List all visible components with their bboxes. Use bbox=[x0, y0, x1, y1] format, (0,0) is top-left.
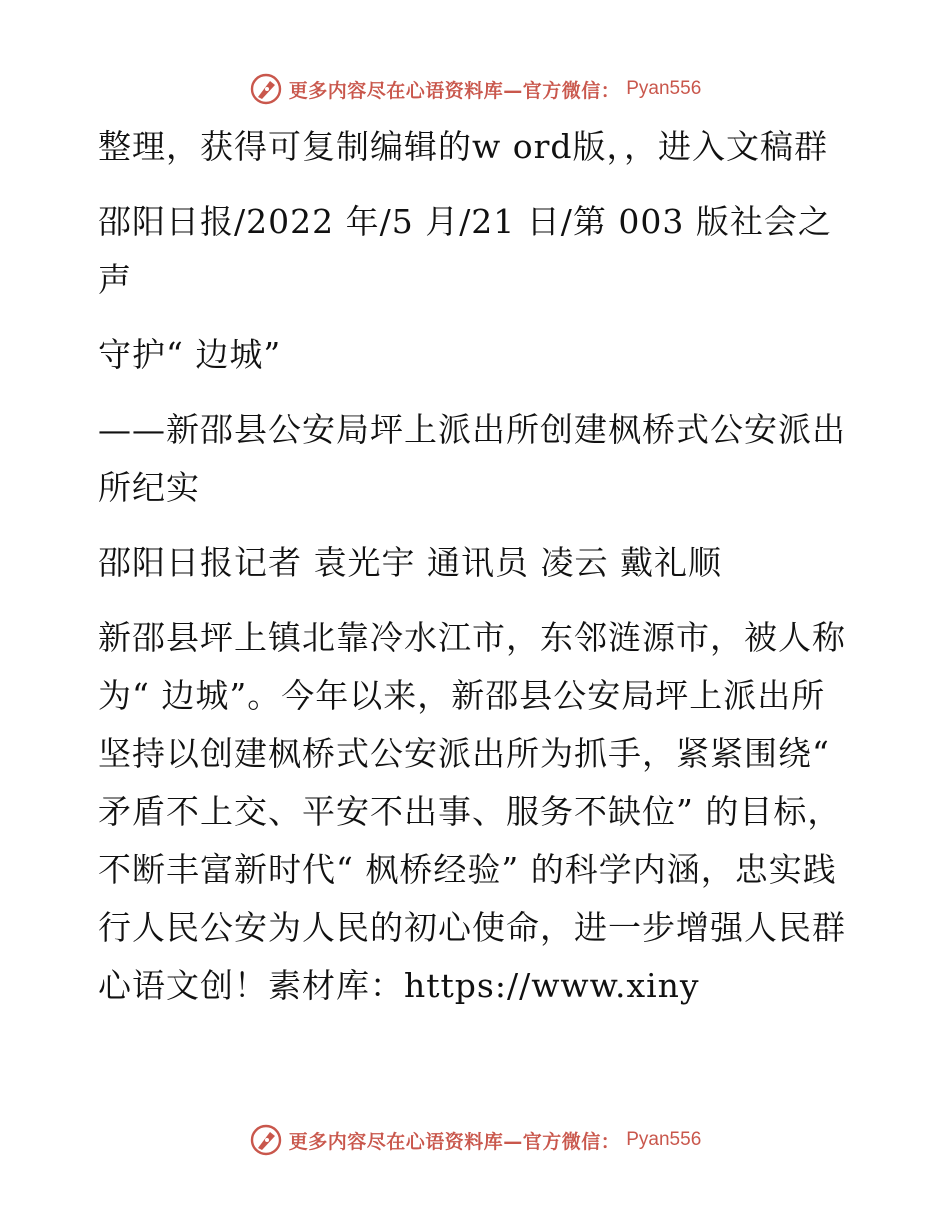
byline: 邵阳日报记者 袁光宇 通讯员 凌云 戴礼顺 bbox=[98, 543, 722, 582]
document-body bbox=[98, 118, 850, 1015]
watermark-text: 更多内容尽在心语资料库—官方微信： bbox=[288, 1130, 621, 1153]
body-paragraph: 新邵县坪上镇北靠冷水江市，东邻涟源市，被人称为“ 边城”。今年以来，新邵县公安局坪上派出所坚持以创建枫桥式公安派出所为抓手，紧紧围绕“ 矛盾不上交、平安不出事、服务不缺位” 的目标，不断丰富新时代“ 枫桥经验” 的科学内涵，忠实践行人民公安为人民的初心使命，进一步增强人民群心语文创！素材库：https://www.xiny bbox=[98, 618, 846, 1005]
intro-paragraph: 整理，获得可复制编辑的w ord版，，进入文稿群 bbox=[98, 127, 829, 166]
pen-nib-logo-icon bbox=[249, 1123, 283, 1157]
source-line: 邵阳日报/2022 年/5 月/21 日/第 003 版社会之声 bbox=[98, 202, 832, 299]
wechat-id: Pyan556 bbox=[626, 78, 702, 99]
article-subtitle: ——新邵县公安局坪上派出所创建枫桥式公安派出所纪实 bbox=[98, 410, 846, 507]
wechat-id: Pyan556 bbox=[626, 1129, 702, 1150]
header-watermark bbox=[0, 72, 950, 106]
watermark-text: 更多内容尽在心语资料库—官方微信： bbox=[288, 79, 621, 102]
pen-nib-logo-icon bbox=[249, 72, 283, 106]
article-title: 守护“ 边城” bbox=[98, 335, 282, 374]
footer-watermark bbox=[0, 1123, 950, 1157]
